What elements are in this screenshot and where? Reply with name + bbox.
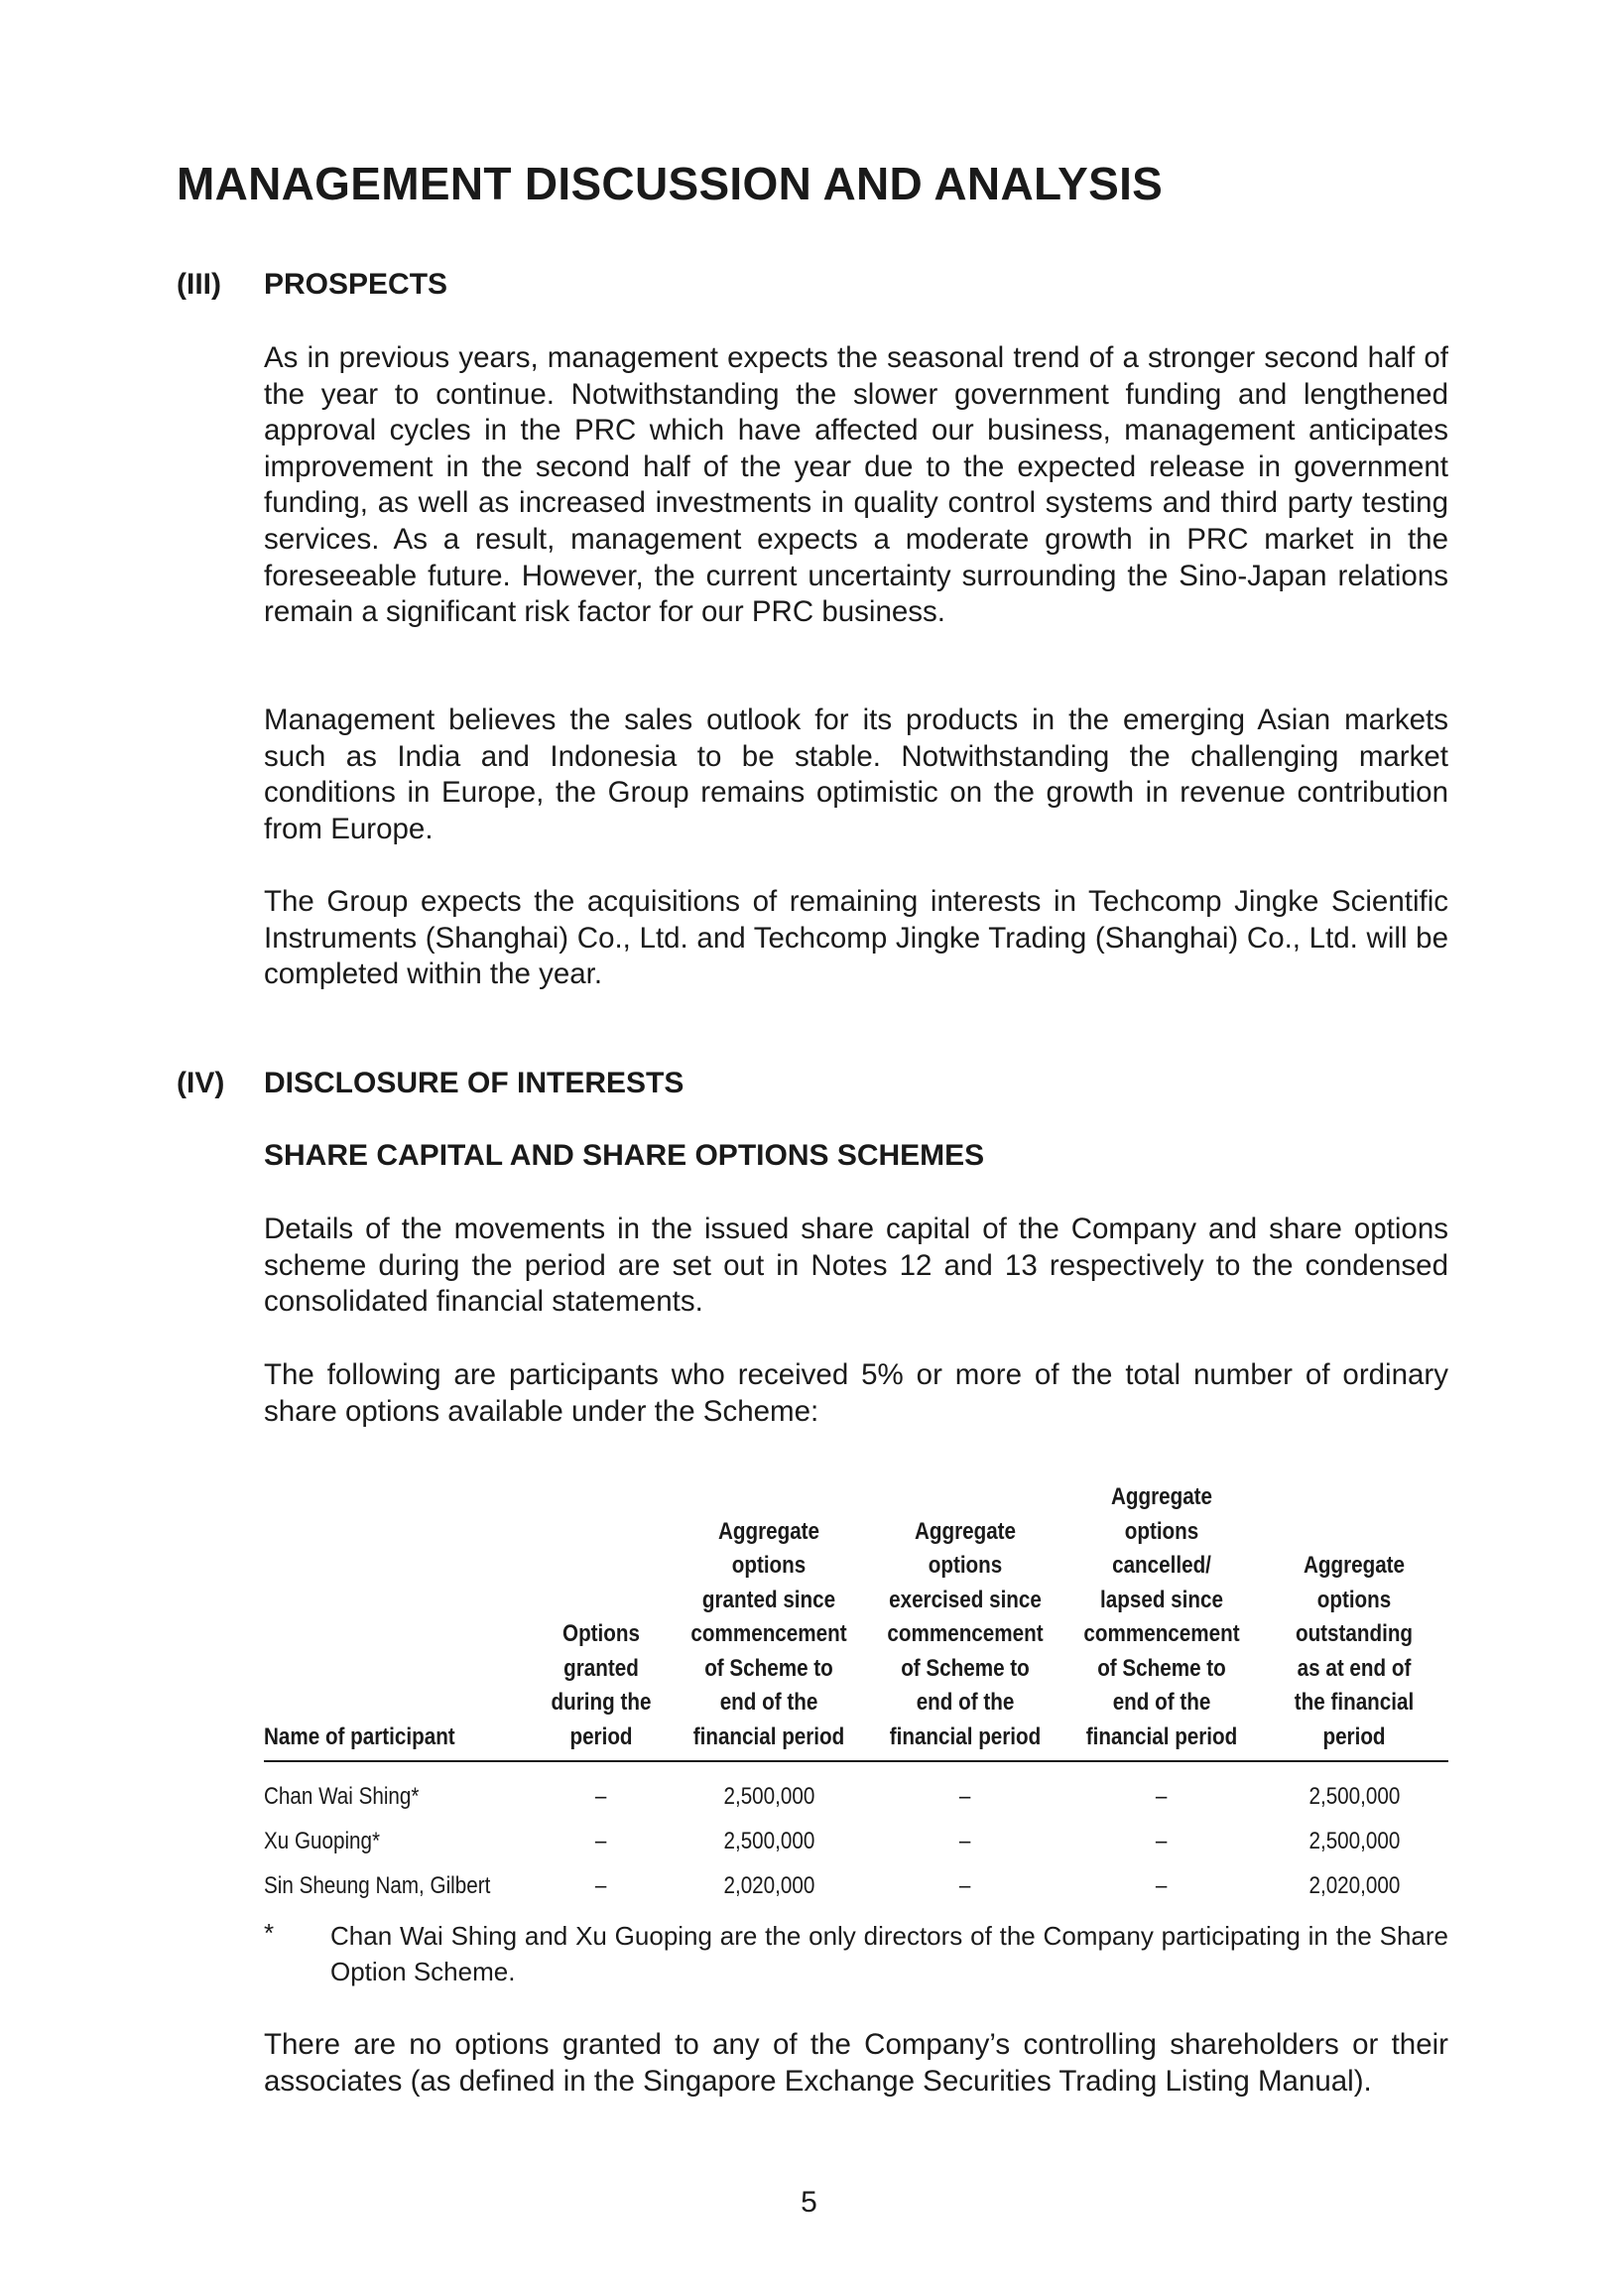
aggregate-exercised-cell: –	[959, 1872, 971, 1899]
header-options-granted: Options granted during the period	[542, 1480, 661, 1761]
footnote-mark: *	[264, 1918, 275, 1948]
table-row	[264, 1774, 1448, 1819]
share-options-table	[264, 1480, 1448, 1908]
page-title: MANAGEMENT DISCUSSION AND ANALYSIS	[177, 158, 1164, 209]
prospects-paragraph-1: As in previous years, management expects the seasonal trend of a stronger second half of the year to continue. Notwithstanding the slower government funding and lengthened approval cycles in the PRC which have affected our business, management anticipates improvement in the second half of the year due to the expected release in government funding, as well as increased investments in quality control systems and third party testing services. As a result, management expects a moderate growth in PRC market in the foreseeable future. However, the current uncertainty surrounding the Sino-Japan relations remain a significant risk factor for our PRC business.	[264, 341, 1448, 629]
header-aggregate-granted: Aggregate options granted since commencement of Scheme to end of the financial period	[685, 1480, 853, 1761]
aggregate-outstanding-cell: 2,020,000	[1308, 1872, 1400, 1899]
table-header-row	[264, 1480, 1448, 1761]
aggregate-granted-cell: 2,020,000	[723, 1872, 814, 1899]
aggregate-outstanding-cell: 2,500,000	[1308, 1783, 1400, 1810]
options-granted-cell: –	[595, 1828, 607, 1854]
header-name-of-participant: Name of participant	[264, 1480, 494, 1761]
header-aggregate-cancelled: Aggregate options cancelled/ lapsed since commencement of Scheme to end of the financial period	[1077, 1480, 1246, 1761]
section-iii-title: PROSPECTS	[264, 268, 448, 301]
section-iv-subtitle: SHARE CAPITAL AND SHARE OPTIONS SCHEMES	[264, 1139, 985, 1172]
header-aggregate-exercised: Aggregate options exercised since commencement of Scheme to end of the financial period	[881, 1480, 1050, 1761]
options-granted-cell: –	[595, 1783, 607, 1810]
aggregate-granted-cell: 2,500,000	[723, 1783, 814, 1810]
share-options-table-wrap	[264, 1480, 1448, 1908]
aggregate-exercised-cell: –	[959, 1828, 971, 1854]
section-iv-number: (IV)	[177, 1067, 225, 1099]
table-row	[264, 1819, 1448, 1863]
page-number: 5	[801, 2186, 817, 2219]
participant-name-cell: Sin Sheung Nam, Gilbert	[264, 1872, 491, 1899]
prospects-paragraph-2: Management believes the sales outlook for its products in the emerging Asian markets such as India and Indonesia to be stable. Notwithstanding the challenging market conditions in Europe, the Group remains optimistic on the growth in revenue contribution from Europe.	[264, 703, 1448, 845]
aggregate-cancelled-cell: –	[1156, 1828, 1168, 1854]
closing-paragraph: There are no options granted to any of the Company’s controlling shareholders or their associates (as defined in the Singapore Exchange Securities Trading Listing Manual).	[264, 2028, 1448, 2098]
aggregate-cancelled-cell: –	[1156, 1783, 1168, 1810]
aggregate-cancelled-cell: –	[1156, 1872, 1168, 1899]
section-iv-title: DISCLOSURE OF INTERESTS	[264, 1067, 685, 1099]
footnote-text: Chan Wai Shing and Xu Guoping are the only directors of the Company participating in the Share Option Scheme.	[330, 1921, 1448, 1986]
aggregate-granted-cell: 2,500,000	[723, 1828, 814, 1854]
participant-name-cell: Xu Guoping*	[264, 1828, 381, 1854]
participants-intro-paragraph: The following are participants who received 5% or more of the total number of ordinary share options available under the Scheme:	[264, 1358, 1448, 1428]
aggregate-outstanding-cell: 2,500,000	[1308, 1828, 1400, 1854]
prospects-paragraph-3: The Group expects the acquisitions of remaining interests in Techcomp Jingke Scientific Instruments (Shanghai) Co., Ltd. and Techcomp Jingke Trading (Shanghai) Co., Ltd. will be completed within the year.	[264, 885, 1448, 991]
table-row	[264, 1863, 1448, 1908]
participant-name-cell: Chan Wai Shing*	[264, 1783, 420, 1810]
share-capital-paragraph: Details of the movements in the issued share capital of the Company and share options scheme during the period are set out in Notes 12 and 13 respectively to the condensed consolidated financial statements.	[264, 1212, 1448, 1319]
aggregate-exercised-cell: –	[959, 1783, 971, 1810]
section-iii-number: (III)	[177, 268, 221, 301]
header-aggregate-outstanding: Aggregate options outstanding as at end of the financial period	[1273, 1480, 1434, 1761]
options-granted-cell: –	[595, 1872, 607, 1899]
